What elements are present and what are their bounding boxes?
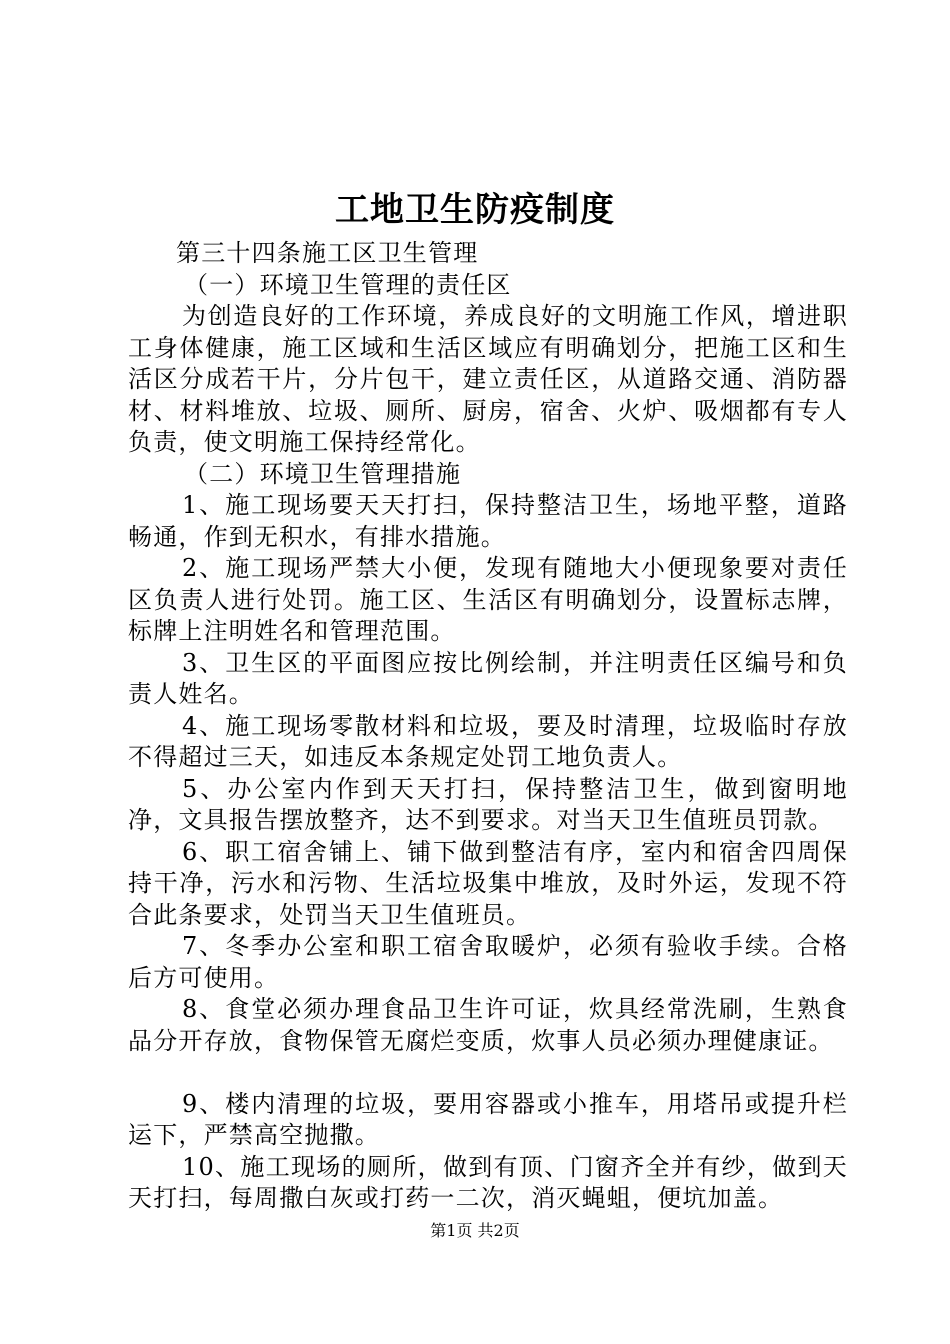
section-1-title: （一）环境卫生管理的责任区 (184, 270, 512, 299)
list-item: 2、施工现场严禁大小便，发现有随地大小便现象要对责任区负责人进行处罚。施工区、生活区有明确划分，设置标志牌，标牌上注明姓名和管理范围。 (128, 554, 848, 645)
list-item: 1、施工现场要天天打扫，保持整洁卫生，场地平整，道路畅通，作到无积水，有排水措施。 (128, 491, 848, 551)
list-item: 9、楼内清理的垃圾，要用容器或小推车，用塔吊或提升栏运下，严禁高空抛撒。 (128, 1089, 848, 1149)
list-item: 8、食堂必须办理食品卫生许可证，炊具经常洗刷，生熟食品分开存放，食物保管无腐烂变质，炊事人员必须办理健康证。 (128, 995, 848, 1055)
list-item: 3、卫生区的平面图应按比例绘制，并注明责任区编号和负责人姓名。 (128, 648, 848, 708)
list-item: 4、施工现场零散材料和垃圾，要及时清理，垃圾临时存放不得超过三天，如违反本条规定处罚工地负责人。 (128, 711, 848, 771)
section-2-title: （二）环境卫生管理措施 (184, 459, 462, 488)
section-1-paragraph: 为创造良好的工作环境，养成良好的文明施工作风，增进职工身体健康，施工区域和生活区域应有明确划分，把施工区和生活区分成若干片，分片包干，建立责任区，从道路交通、消防器材、材料堆放、垃圾、厕所、厨房，宿舍、火炉、吸烟都有专人负责，使文明施工保持经常化。 (128, 302, 848, 456)
list-item: 7、冬季办公室和职工宿舍取暖炉，必须有验收手续。合格后方可使用。 (128, 932, 848, 992)
document-body (128, 238, 848, 1215)
page-footer: 第1页 共2页 (430, 1221, 520, 1240)
list-item: 6、职工宿舍铺上、铺下做到整洁有序，室内和宿舍四周保持干净，污水和污物、生活垃圾集中堆放，及时外运，发现不符合此条要求，处罚当天卫生值班员。 (128, 837, 848, 929)
list-item: 5、办公室内作到天天打扫，保持整洁卫生，做到窗明地净，文具报告摆放整齐，达不到要求。对当天卫生值班员罚款。 (128, 774, 848, 834)
paragraph-gap (128, 1057, 848, 1089)
list-item: 10、施工现场的厕所，做到有顶、门窗齐全并有纱，做到天天打扫，每周撒白灰或打药一二次，消灭蝇蛆，便坑加盖。 (128, 1152, 848, 1212)
article-heading: 第三十四条施工区卫生管理 (176, 239, 479, 267)
document-title: 工地卫生防疫制度 (335, 190, 615, 230)
